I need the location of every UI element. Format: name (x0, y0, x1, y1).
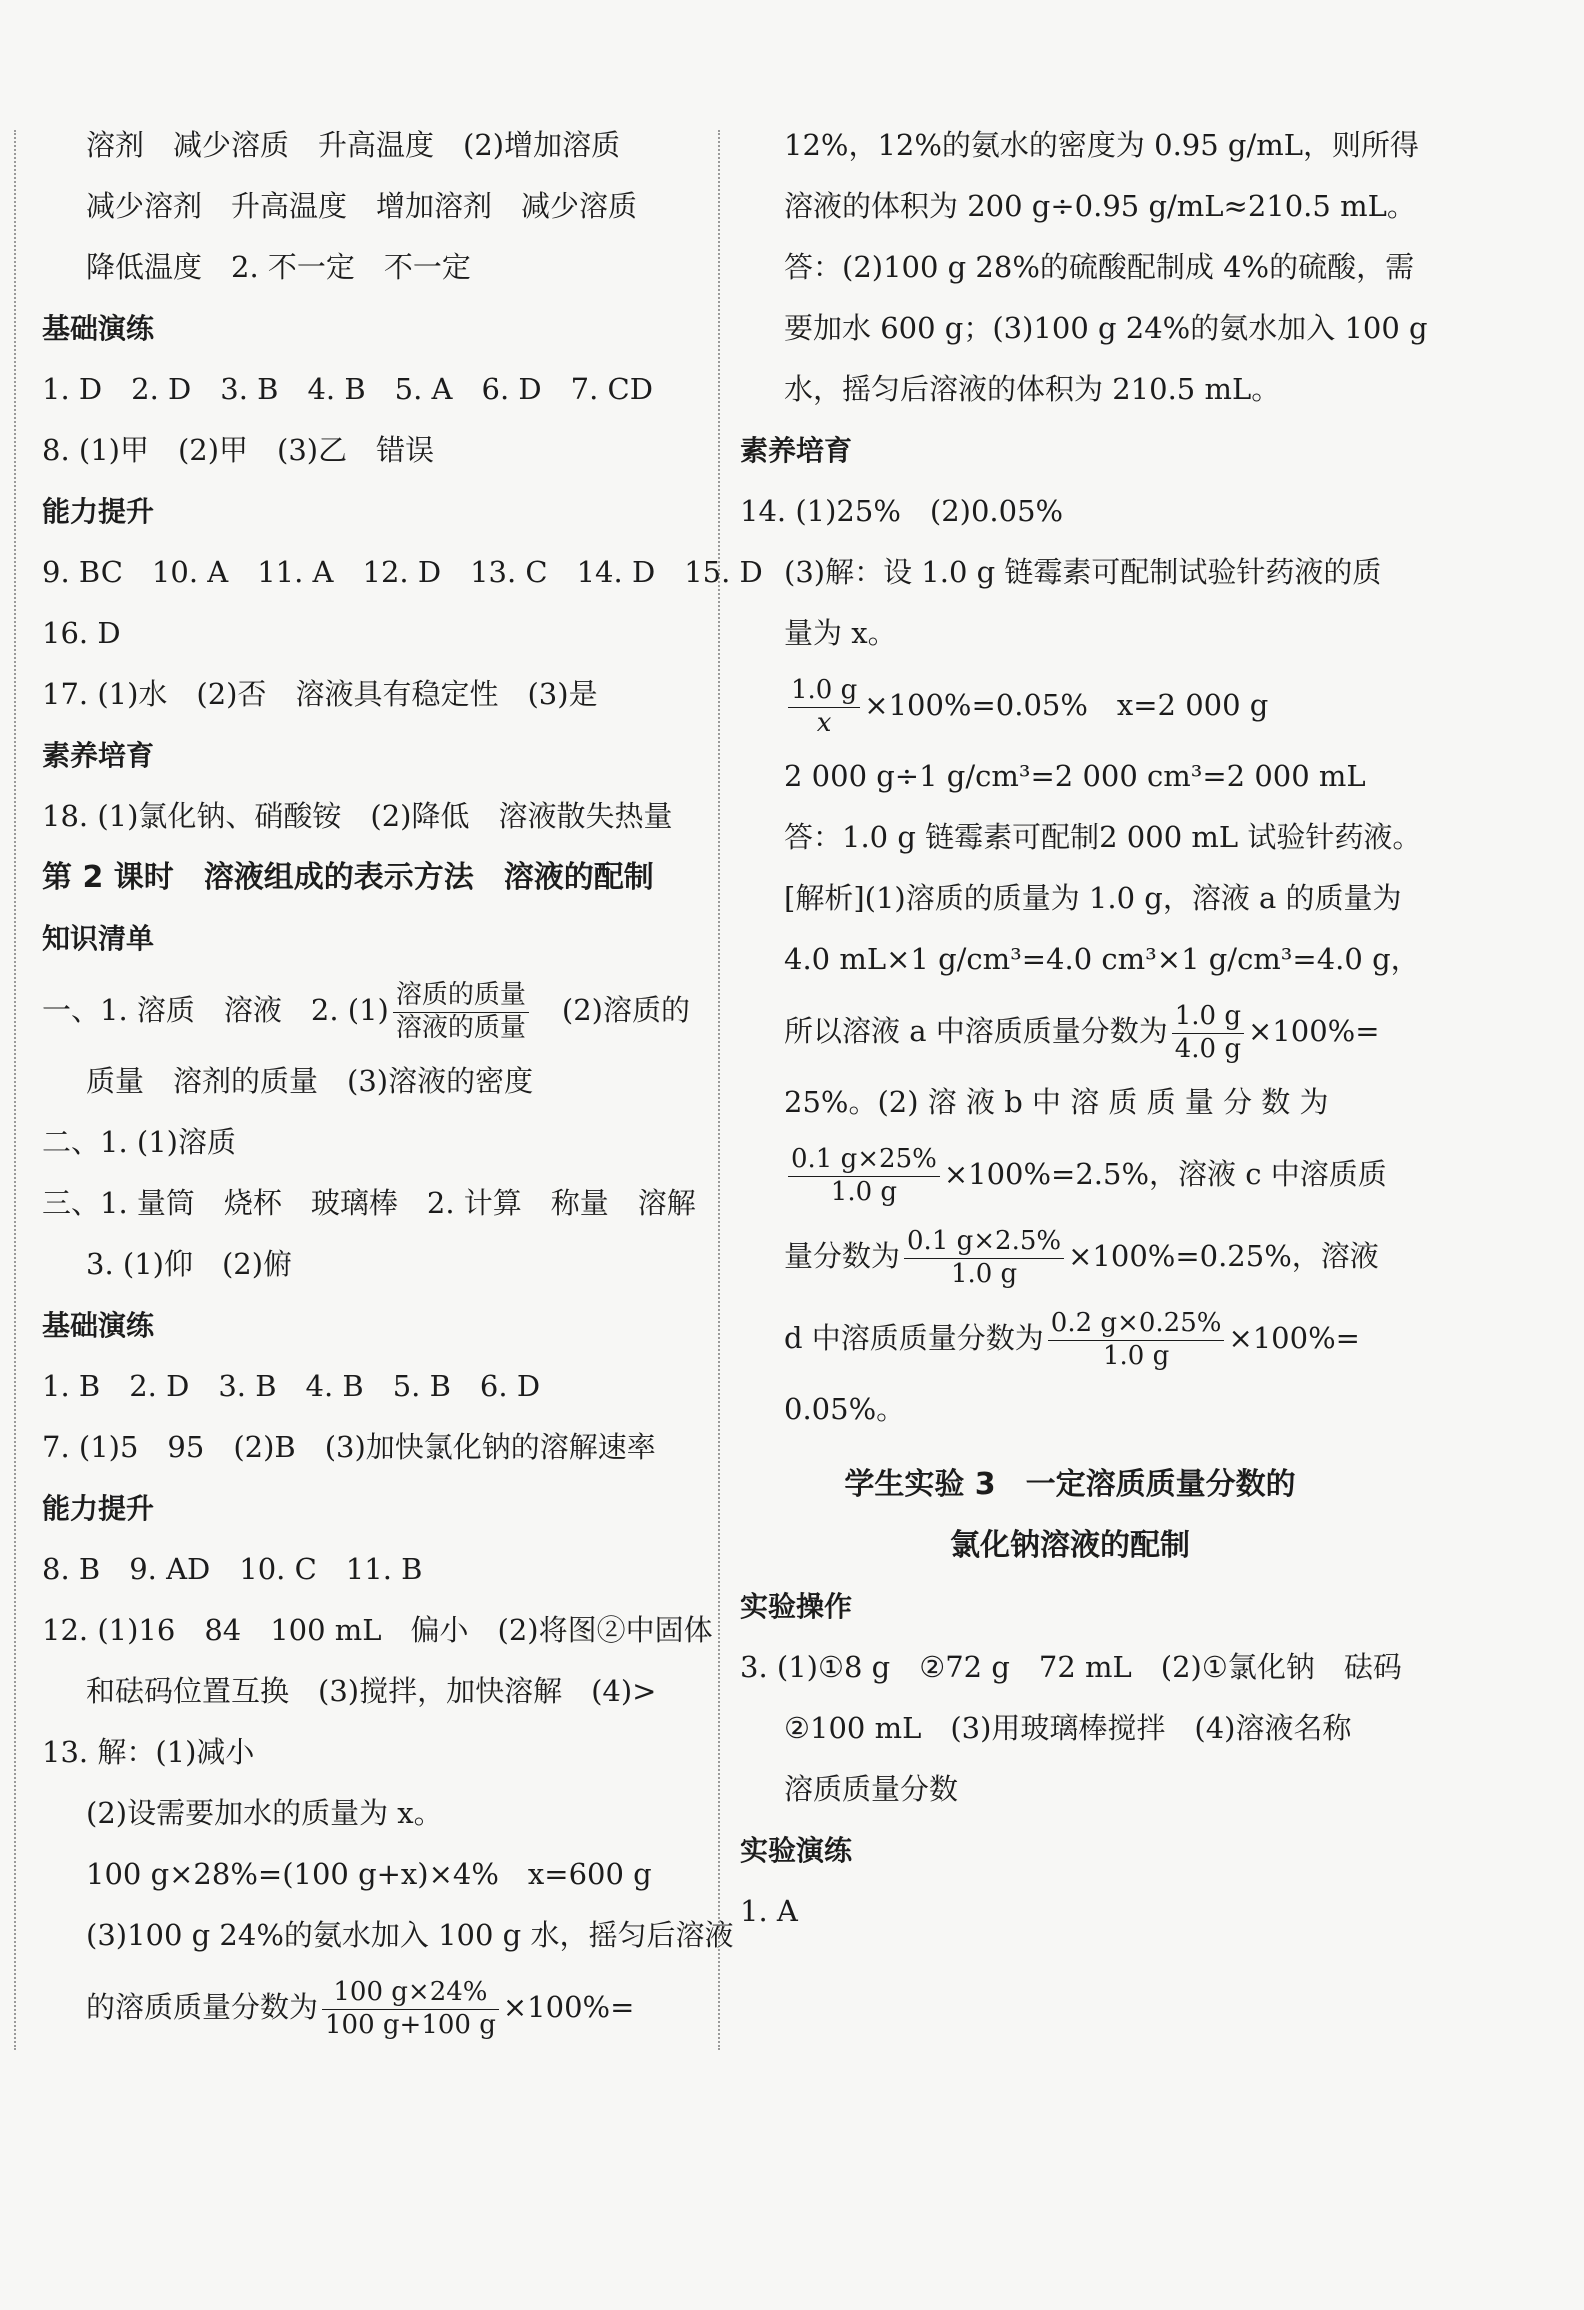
answer-line: 减少溶剂 升高温度 增加溶剂 减少溶质 (86, 189, 638, 223)
answer-line: 降低温度 2. 不一定 不一定 (86, 250, 471, 284)
answer-line: 12. (1)16 84 100 mL 偏小 (2)将图②中固体 (42, 1613, 713, 1647)
left-margin-rule (14, 130, 16, 2050)
answer-line: 1. A (740, 1894, 798, 1928)
formula-suffix: ×100%= (1228, 1321, 1360, 1355)
fraction-denominator: 溶液的质量 (395, 1012, 526, 1043)
fraction-denominator: x (816, 707, 832, 738)
formula-suffix: ×100%=0.25%，溶液 (1068, 1239, 1379, 1273)
formula-line (740, 990, 1400, 1072)
experiment-title-line-1: 学生实验 3 一定溶质质量分数的 (844, 1467, 1296, 1502)
answer-line: 要加水 600 g；(3)100 g 24%的氨水加入 100 g (784, 311, 1428, 345)
answer-line: 16. D (42, 616, 121, 650)
formula-prefix: 一、1. 溶质 溶液 2. (1) (42, 993, 389, 1027)
formula-line (42, 969, 712, 1051)
formula-prefix: d 中溶质质量分数为 (784, 1321, 1044, 1355)
section-heading: 基础演练 (42, 1309, 155, 1342)
formula-line (42, 1966, 712, 2048)
section-heading: 基础演练 (42, 312, 155, 345)
answer-line: (2)设需要加水的质量为 x。 (86, 1796, 443, 1830)
section-heading: 知识清单 (42, 922, 155, 955)
answer-line: 答：1.0 g 链霉素可配制2 000 mL 试验针药液。 (784, 820, 1422, 854)
lesson-title: 第 2 课时 溶液组成的表示方法 溶液的配制 (42, 860, 654, 895)
formula-line (740, 664, 1400, 746)
section-heading: 能力提升 (42, 495, 155, 528)
formula-suffix: ×100%=2.5%，溶液 c 中溶质质 (943, 1157, 1387, 1191)
fraction (1048, 1309, 1225, 1372)
section-heading: 素养培育 (740, 434, 853, 467)
answer-line: 和砝码位置互换 (3)搅拌，加快溶解 (4)> (86, 1674, 657, 1708)
answer-line: 三、1. 量筒 烧杯 玻璃棒 2. 计算 称量 溶解 (42, 1186, 696, 1220)
answer-line: 17. (1)水 (2)否 溶液具有稳定性 (3)是 (42, 677, 598, 711)
answer-line: 1. D 2. D 3. B 4. B 5. A 6. D 7. CD (42, 372, 653, 406)
formula-suffix: (2)溶质的 (532, 993, 690, 1027)
fraction (322, 1978, 499, 2041)
answer-line: 溶质质量分数 (784, 1772, 959, 1806)
column-divider (718, 130, 720, 2050)
formula-prefix: 所以溶液 a 中溶质质量分数为 (784, 1014, 1168, 1048)
answer-line: 18. (1)氯化钠、硝酸铵 (2)降低 溶液散失热量 (42, 799, 673, 833)
section-heading: 实验操作 (740, 1590, 853, 1623)
answer-line: 二、1. (1)溶质 (42, 1125, 236, 1159)
answer-line: 9. BC 10. A 11. A 12. D 13. C 14. D 15. D (42, 555, 763, 589)
left-column (42, 115, 763, 2048)
answer-line: 7. (1)5 95 (2)B (3)加快氯化钠的溶解速率 (42, 1430, 656, 1464)
fraction-numerator: 1.0 g (788, 676, 860, 708)
fraction (788, 676, 860, 739)
fraction (788, 1145, 940, 1208)
answer-line: 质量 溶剂的质量 (3)溶液的密度 (86, 1064, 534, 1098)
fraction-numerator: 溶质的质量 (393, 981, 529, 1013)
formula-prefix: 量分数为 (784, 1239, 901, 1273)
answer-line: 25%。(2) 溶 液 b 中 溶 质 质 量 分 数 为 (784, 1085, 1329, 1119)
fraction-numerator: 0.1 g×2.5% (904, 1227, 1064, 1259)
formula-line (740, 1297, 1400, 1379)
answer-line: 8. B 9. AD 10. C 11. B (42, 1552, 423, 1586)
fraction-denominator: 100 g+100 g (325, 2009, 496, 2040)
fraction-denominator: 4.0 g (1174, 1033, 1241, 1064)
answer-line: 2 000 g÷1 g/cm³=2 000 cm³=2 000 mL (784, 759, 1366, 793)
fraction-numerator: 100 g×24% (322, 1978, 499, 2010)
answer-line: 13. 解：(1)减小 (42, 1735, 255, 1769)
answer-line: 1. B 2. D 3. B 4. B 5. B 6. D (42, 1369, 541, 1403)
right-column (740, 115, 1428, 1942)
answer-line: 14. (1)25% (2)0.05% (740, 494, 1064, 528)
answer-line: 4.0 mL×1 g/cm³=4.0 cm³×1 g/cm³=4.0 g， (784, 942, 1420, 976)
fraction (904, 1227, 1064, 1290)
formula-line (740, 1215, 1400, 1297)
formula-suffix: ×100%=0.05% x=2 000 g (864, 688, 1269, 722)
formula-prefix: 的溶质质量分数为 (86, 1990, 319, 2024)
answer-line: 溶剂 减少溶质 升高温度 (2)增加溶质 (86, 128, 621, 162)
answer-line: [解析](1)溶质的质量为 1.0 g，溶液 a 的质量为 (784, 881, 1402, 915)
answer-line: (3)100 g 24%的氨水加入 100 g 水，摇匀后溶液 (86, 1918, 734, 1952)
fraction-denominator: 1.0 g (1102, 1340, 1170, 1371)
fraction-numerator: 0.2 g×0.25% (1048, 1309, 1225, 1341)
section-heading: 能力提升 (42, 1492, 155, 1525)
fraction-numerator: 0.1 g×25% (788, 1145, 940, 1177)
answer-line: 12%，12%的氨水的密度为 0.95 g/mL，则所得 (784, 128, 1420, 162)
answer-line: 8. (1)甲 (2)甲 (3)乙 错误 (42, 433, 435, 467)
answer-line: 3. (1)①8 g ②72 g 72 mL (2)①氯化钠 砝码 (740, 1650, 1402, 1684)
answer-line: 3. (1)仰 (2)俯 (86, 1247, 293, 1281)
answer-line: 水，摇匀后溶液的体积为 210.5 mL。 (784, 372, 1281, 406)
section-heading: 素养培育 (42, 739, 155, 772)
formula-suffix: ×100%= (502, 1990, 635, 2024)
fraction-denominator: 1.0 g (950, 1258, 1018, 1289)
formula-line (740, 1133, 1400, 1215)
fraction-denominator: 1.0 g (830, 1176, 898, 1207)
fraction-numerator: 1.0 g (1172, 1002, 1244, 1034)
experiment-title-line-2: 氯化钠溶液的配制 (950, 1528, 1190, 1563)
answer-line: 答：(2)100 g 28%的硫酸配制成 4%的硫酸，需 (784, 250, 1415, 284)
fraction (393, 981, 529, 1044)
answer-line: 100 g×28%=(100 g+x)×4% x=600 g (86, 1857, 652, 1891)
answer-line: 溶液的体积为 200 g÷0.95 g/mL≈210.5 mL。 (784, 189, 1416, 223)
answer-line: 0.05%。 (784, 1392, 906, 1426)
answer-line: 量为 x。 (784, 616, 897, 650)
fraction (1172, 1002, 1244, 1065)
section-heading: 实验演练 (740, 1834, 853, 1867)
answer-line: ②100 mL (3)用玻璃棒搅拌 (4)溶液名称 (784, 1711, 1352, 1745)
formula-suffix: ×100%= (1248, 1014, 1380, 1048)
answer-line: (3)解：设 1.0 g 链霉素可配制试验针药液的质 (784, 555, 1382, 589)
